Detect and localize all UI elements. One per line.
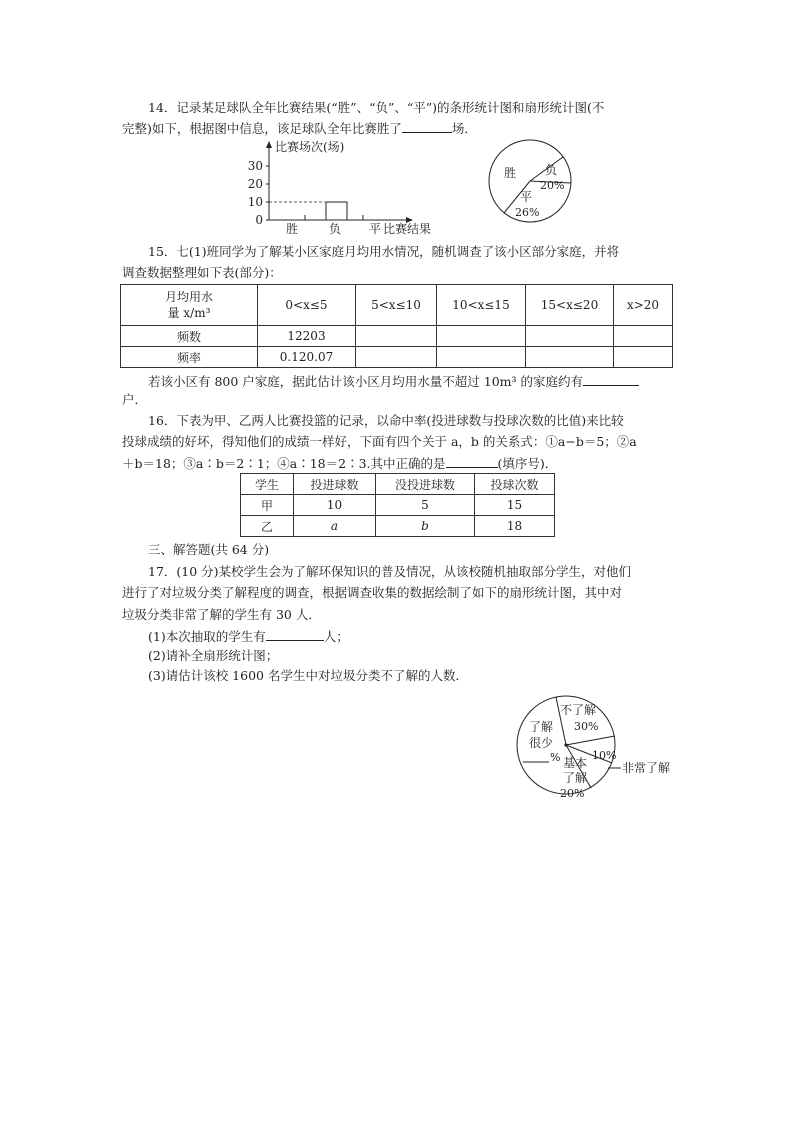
y-axis-arrow bbox=[266, 141, 272, 148]
q17-sub1-text: (1)本次抽取的学生有 bbox=[148, 629, 266, 644]
q15-after-text: 若该小区有 800 户家庭，据此估计该小区月均用水量不超过 10m³ 的家庭约有 bbox=[148, 374, 584, 389]
q17-sub3: (3)请估计该校 1600 名学生中对垃圾分类不了解的人数． bbox=[148, 668, 468, 683]
y-tick-label: 0 bbox=[255, 213, 263, 227]
q17-sub2: (2)请补全扇形统计图； bbox=[148, 648, 279, 663]
pie-loss-label: 负 bbox=[545, 163, 558, 177]
section3-heading: 三、解答题(共 64 分) bbox=[148, 542, 270, 557]
q16-line2: 投球成绩的好坏，得知他们的成绩一样好，下面有四个关于 a，b 的关系式：①a−b＝5；②a bbox=[122, 434, 637, 449]
pie-l4: 非常了解 bbox=[622, 761, 671, 775]
q16-cell: 5 bbox=[376, 495, 475, 516]
pie-l2b: 很少 bbox=[529, 736, 554, 750]
q16-cell: b bbox=[376, 516, 475, 537]
pie-center bbox=[564, 743, 567, 746]
q15-cell bbox=[356, 326, 437, 347]
pie-l3b: 了解 bbox=[563, 771, 588, 785]
q17-line2: 进行了对垃圾分类了解程度的调查，根据调查收集的数据绘制了如下的扇形统计图，其中对 bbox=[122, 585, 623, 600]
q15-cell bbox=[356, 347, 437, 368]
q15-header-b: 量 x/m³ bbox=[167, 306, 211, 320]
y-tick-label: 20 bbox=[247, 177, 263, 191]
q16-line1: 16．下表为甲、乙两人比赛投篮的记录，以命中率(投进球数与投球次数的比值)来比较 bbox=[148, 413, 624, 428]
cat-loss: 负 bbox=[329, 222, 342, 236]
pie-draw-label: 平 bbox=[520, 190, 533, 204]
q15-table bbox=[120, 284, 673, 368]
q17-sub1-end: 人； bbox=[323, 629, 349, 644]
x-axis-label: 比赛结果 bbox=[383, 222, 432, 236]
q15-cell bbox=[437, 347, 526, 368]
q14-line2 bbox=[122, 119, 477, 138]
pie-draw-pct: 26% bbox=[515, 206, 540, 219]
q16-cell: 10 bbox=[294, 495, 376, 516]
q16-header: 学生 bbox=[241, 474, 294, 495]
q15-cell bbox=[526, 347, 614, 368]
q17-answer-blank bbox=[266, 627, 324, 641]
q16-header: 投球次数 bbox=[475, 474, 555, 495]
q15-answer-blank bbox=[583, 372, 639, 386]
q15-cell: 0.120.07 bbox=[258, 347, 356, 368]
y-axis-label: 比赛场次(场) bbox=[275, 140, 345, 154]
cat-win: 胜 bbox=[286, 222, 299, 236]
q16-answer-blank bbox=[446, 454, 498, 468]
q16-line3 bbox=[122, 454, 557, 473]
q16-cell: a bbox=[294, 516, 376, 537]
pie-l4p: 10% bbox=[592, 749, 617, 762]
pie-l3p: 20% bbox=[560, 787, 585, 800]
q15-header-a: 月均用水 bbox=[164, 290, 213, 304]
q15-line2: 调查数据整理如下表(部分)： bbox=[122, 265, 282, 280]
y-tick-labels bbox=[248, 159, 269, 227]
q15-cell bbox=[614, 347, 673, 368]
q16-cell: 18 bbox=[475, 516, 555, 537]
pie-l1: 不了解 bbox=[560, 703, 597, 717]
q15-col: 10<x≤15 bbox=[437, 285, 526, 326]
pie-l2a: 了解 bbox=[529, 720, 554, 734]
q16-text: ＋b＝18；③a∶b＝2∶1；④a∶18＝2∶3.其中正确的是 bbox=[122, 456, 446, 471]
q14-text: 完整)如下，根据图中信息，该足球队全年比赛胜了 bbox=[122, 121, 402, 136]
y-tick-label: 30 bbox=[247, 159, 263, 173]
q16-header: 没投进球数 bbox=[376, 474, 475, 495]
q16-cell: 乙 bbox=[241, 516, 294, 537]
pie-divider bbox=[566, 736, 615, 745]
pie-l2p: % bbox=[550, 751, 561, 764]
pie-win-label: 胜 bbox=[504, 166, 517, 180]
q15-cell bbox=[614, 326, 673, 347]
y-tick-label: 10 bbox=[247, 195, 263, 209]
q14-bar-chart bbox=[225, 138, 445, 238]
q15-cell: 12203 bbox=[258, 326, 356, 347]
q15-cell bbox=[526, 326, 614, 347]
q17-pie-chart bbox=[505, 693, 685, 805]
q17-line1: 17．(10 分)某校学生会为了解环保知识的普及情况，从该校随机抽取部分学生，对他们 bbox=[148, 564, 632, 579]
q16-cell: 甲 bbox=[241, 495, 294, 516]
pie-l1p: 30% bbox=[574, 720, 599, 733]
pie-l3a: 基本 bbox=[563, 756, 588, 770]
q15-col: 0<x≤5 bbox=[258, 285, 356, 326]
q14-pie-chart bbox=[482, 138, 578, 224]
pie-loss-pct: 20% bbox=[540, 179, 565, 192]
q15-header-label bbox=[121, 285, 258, 326]
q15-col: 15<x≤20 bbox=[526, 285, 614, 326]
q14-answer-blank bbox=[402, 119, 452, 133]
q16-text-end: (填序号)． bbox=[497, 456, 558, 471]
cat-draw: 平 bbox=[369, 222, 382, 236]
q15-line1: 15．七(1)班同学为了解某小区家庭月均用水情况，随机调查了该小区部分家庭，并将 bbox=[148, 244, 620, 259]
q15-col: 5<x≤10 bbox=[356, 285, 437, 326]
q17-line3: 垃圾分类非常了解的学生有 30 人． bbox=[122, 607, 321, 622]
q15-col: x>20 bbox=[614, 285, 673, 326]
q17-sub1 bbox=[148, 627, 349, 646]
q15-row-label: 频数 bbox=[121, 326, 258, 347]
q15-after2: 户． bbox=[122, 392, 148, 407]
q15-after1 bbox=[148, 372, 639, 391]
q16-header: 投进球数 bbox=[294, 474, 376, 495]
q16-table bbox=[240, 473, 555, 537]
q16-cell: 15 bbox=[475, 495, 555, 516]
q14-line1: 14．记录某足球队全年比赛结果(“胜”、“负”、“平”)的条形统计图和扇形统计图(不 bbox=[148, 100, 605, 115]
q14-text-end: 场． bbox=[451, 121, 477, 136]
q15-row-label: 频率 bbox=[121, 347, 258, 368]
q15-cell bbox=[437, 326, 526, 347]
bar-loss bbox=[326, 202, 347, 220]
